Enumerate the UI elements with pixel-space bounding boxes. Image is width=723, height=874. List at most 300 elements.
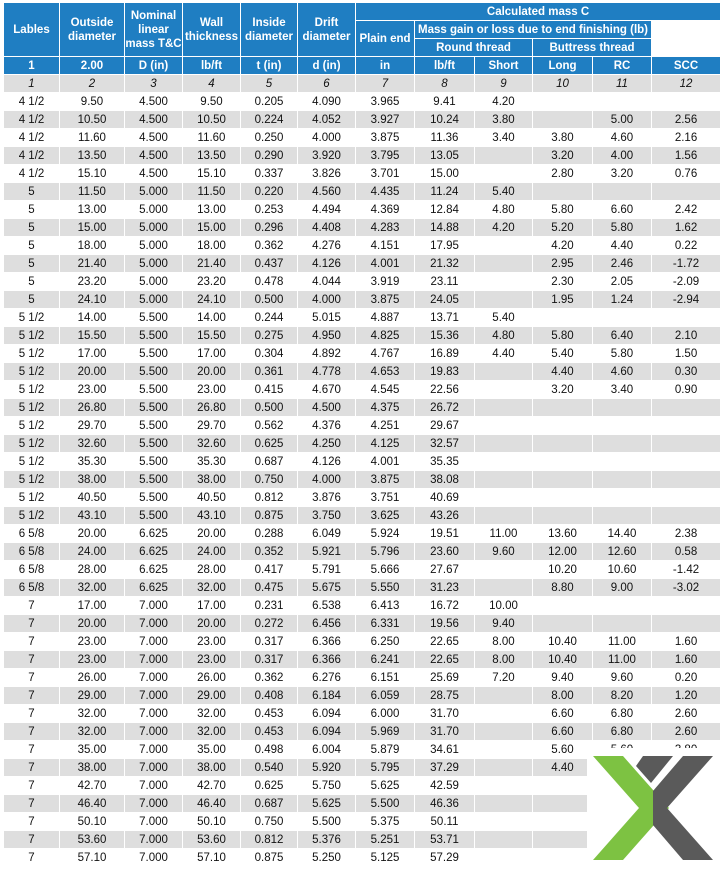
table-cell: 2.80 bbox=[533, 165, 593, 183]
table-cell: 5.920 bbox=[298, 759, 356, 777]
table-cell: 4.000 bbox=[298, 291, 356, 309]
table-cell: 32.60 bbox=[60, 435, 125, 453]
table-cell: 3.919 bbox=[356, 273, 415, 291]
table-cell bbox=[533, 183, 593, 201]
table-cell: 5 1/2 bbox=[4, 345, 60, 363]
table-cell: 10.40 bbox=[533, 633, 593, 651]
table-cell: 15.00 bbox=[183, 219, 241, 237]
table-cell: 15.00 bbox=[60, 219, 125, 237]
table-cell: 11.00 bbox=[475, 525, 533, 543]
table-cell: 5.000 bbox=[125, 183, 183, 201]
table-cell: 9.41 bbox=[415, 93, 475, 111]
table-cell: 2.10 bbox=[652, 327, 721, 345]
column-number: 9 bbox=[475, 75, 533, 93]
table-cell: 5.879 bbox=[356, 741, 415, 759]
header-calculated-mass: Calculated mass C bbox=[356, 3, 721, 21]
table-cell: 5.251 bbox=[356, 831, 415, 849]
table-cell: 6.276 bbox=[298, 669, 356, 687]
table-row bbox=[4, 597, 721, 615]
table-cell: 5.500 bbox=[125, 435, 183, 453]
table-cell: 17.95 bbox=[415, 237, 475, 255]
table-cell: 16.72 bbox=[415, 597, 475, 615]
table-cell: 9.40 bbox=[533, 669, 593, 687]
x-logo-icon bbox=[587, 748, 720, 869]
table-cell: 0.244 bbox=[241, 309, 298, 327]
table-row bbox=[4, 471, 721, 489]
table-cell bbox=[533, 489, 593, 507]
table-cell bbox=[533, 831, 593, 849]
table-cell: 32.00 bbox=[183, 579, 241, 597]
table-cell: 7 bbox=[4, 597, 60, 615]
table-cell: 38.08 bbox=[415, 471, 475, 489]
table-cell: 13.05 bbox=[415, 147, 475, 165]
table-cell: 6.625 bbox=[125, 561, 183, 579]
table-cell: 4.000 bbox=[298, 471, 356, 489]
header-drift-diameter: Drift diameter bbox=[298, 3, 356, 57]
table-row bbox=[4, 705, 721, 723]
table-cell: 6 5/8 bbox=[4, 579, 60, 597]
table-cell: 7 bbox=[4, 669, 60, 687]
table-cell: 43.10 bbox=[60, 507, 125, 525]
table-cell: 8.80 bbox=[533, 579, 593, 597]
column-number-row bbox=[4, 75, 721, 93]
table-cell: 6.000 bbox=[356, 705, 415, 723]
table-cell: 2.60 bbox=[652, 723, 721, 741]
table-cell: 1.62 bbox=[652, 219, 721, 237]
table-row bbox=[4, 291, 721, 309]
table-cell: 6.184 bbox=[298, 687, 356, 705]
table-cell: 6.40 bbox=[593, 327, 652, 345]
table-cell: 23.20 bbox=[183, 273, 241, 291]
table-row bbox=[4, 93, 721, 111]
table-cell: 9.00 bbox=[593, 579, 652, 597]
table-cell: 20.00 bbox=[60, 615, 125, 633]
table-cell: 21.32 bbox=[415, 255, 475, 273]
table-cell: 4.545 bbox=[356, 381, 415, 399]
table-cell: 10.50 bbox=[60, 111, 125, 129]
table-cell: 20.00 bbox=[183, 525, 241, 543]
table-cell: 6.413 bbox=[356, 597, 415, 615]
table-cell: 13.60 bbox=[533, 525, 593, 543]
table-cell: 7.000 bbox=[125, 633, 183, 651]
table-cell: 0.30 bbox=[652, 363, 721, 381]
table-cell: 0.812 bbox=[241, 489, 298, 507]
table-cell bbox=[475, 561, 533, 579]
table-cell: 5.750 bbox=[298, 777, 356, 795]
table-cell: 6.60 bbox=[593, 201, 652, 219]
table-cell: 35.00 bbox=[60, 741, 125, 759]
table-cell: 0.475 bbox=[241, 579, 298, 597]
table-cell: 3.875 bbox=[356, 471, 415, 489]
table-cell: 13.00 bbox=[60, 201, 125, 219]
table-cell bbox=[652, 471, 721, 489]
table-cell: 5 1/2 bbox=[4, 363, 60, 381]
table-cell: 5 1/2 bbox=[4, 417, 60, 435]
table-row bbox=[4, 345, 721, 363]
table-cell: 25.69 bbox=[415, 669, 475, 687]
table-cell bbox=[593, 309, 652, 327]
table-cell: 4.40 bbox=[533, 759, 593, 777]
table-row bbox=[4, 507, 721, 525]
table-cell: 9.40 bbox=[475, 615, 533, 633]
table-cell: 4.40 bbox=[475, 345, 533, 363]
table-cell: 43.26 bbox=[415, 507, 475, 525]
table-cell: 4.500 bbox=[125, 165, 183, 183]
table-cell: 26.72 bbox=[415, 399, 475, 417]
table-cell: 22.56 bbox=[415, 381, 475, 399]
table-cell: 11.60 bbox=[60, 129, 125, 147]
table-cell: 32.60 bbox=[183, 435, 241, 453]
table-cell: 26.80 bbox=[60, 399, 125, 417]
table-row bbox=[4, 561, 721, 579]
table-cell bbox=[533, 597, 593, 615]
table-cell: 3.701 bbox=[356, 165, 415, 183]
table-cell: 1.60 bbox=[652, 651, 721, 669]
table-cell: 0.453 bbox=[241, 723, 298, 741]
table-cell: 8.00 bbox=[533, 687, 593, 705]
table-cell: 11.24 bbox=[415, 183, 475, 201]
table-cell: 0.22 bbox=[652, 237, 721, 255]
table-cell: 23.00 bbox=[60, 381, 125, 399]
table-cell: 6.049 bbox=[298, 525, 356, 543]
table-cell: 5.000 bbox=[125, 255, 183, 273]
table-cell bbox=[475, 273, 533, 291]
table-cell: 23.20 bbox=[60, 273, 125, 291]
table-cell: 6.059 bbox=[356, 687, 415, 705]
table-cell: 7.000 bbox=[125, 849, 183, 867]
table-cell: 4.052 bbox=[298, 111, 356, 129]
table-cell: 50.10 bbox=[183, 813, 241, 831]
table-cell: 11.50 bbox=[183, 183, 241, 201]
table-row bbox=[4, 111, 721, 129]
table-cell: 29.00 bbox=[60, 687, 125, 705]
header-short: Short bbox=[475, 57, 533, 75]
table-cell bbox=[593, 183, 652, 201]
table-cell: 0.687 bbox=[241, 453, 298, 471]
table-cell: 3.876 bbox=[298, 489, 356, 507]
table-cell: 6 5/8 bbox=[4, 561, 60, 579]
table-cell: 0.812 bbox=[241, 831, 298, 849]
column-number: 2 bbox=[60, 75, 125, 93]
table-cell: 7 bbox=[4, 741, 60, 759]
table-cell: 5 bbox=[4, 273, 60, 291]
table-cell bbox=[475, 417, 533, 435]
table-cell: 12.84 bbox=[415, 201, 475, 219]
table-cell: 5.500 bbox=[356, 795, 415, 813]
table-cell: 3.20 bbox=[533, 381, 593, 399]
table-cell: -2.94 bbox=[652, 291, 721, 309]
table-cell: 10.24 bbox=[415, 111, 475, 129]
table-cell: 5.675 bbox=[298, 579, 356, 597]
table-cell: 28.00 bbox=[183, 561, 241, 579]
table-cell: 32.00 bbox=[60, 579, 125, 597]
table-cell: 0.478 bbox=[241, 273, 298, 291]
table-cell bbox=[533, 849, 593, 867]
table-row bbox=[4, 399, 721, 417]
table-cell bbox=[475, 813, 533, 831]
table-cell: 5 bbox=[4, 219, 60, 237]
table-cell bbox=[475, 147, 533, 165]
table-cell: 42.70 bbox=[183, 777, 241, 795]
table-cell: 5.000 bbox=[125, 219, 183, 237]
table-cell: 3.750 bbox=[298, 507, 356, 525]
table-cell: 4.500 bbox=[125, 129, 183, 147]
table-cell: 6.250 bbox=[356, 633, 415, 651]
table-cell: 6.625 bbox=[125, 525, 183, 543]
table-cell: 20.00 bbox=[60, 363, 125, 381]
table-cell: 5.796 bbox=[356, 543, 415, 561]
table-cell: 6 5/8 bbox=[4, 525, 60, 543]
table-cell: 5.40 bbox=[475, 183, 533, 201]
table-cell: 5 bbox=[4, 237, 60, 255]
table-cell: 6.60 bbox=[533, 705, 593, 723]
table-row bbox=[4, 327, 721, 345]
table-cell bbox=[652, 399, 721, 417]
table-cell: 7.000 bbox=[125, 741, 183, 759]
table-cell: 6.094 bbox=[298, 705, 356, 723]
table-cell: 35.30 bbox=[183, 453, 241, 471]
table-cell: 4.60 bbox=[593, 363, 652, 381]
table-cell: 0.498 bbox=[241, 741, 298, 759]
header-wall-thickness: Wall thickness bbox=[183, 3, 241, 57]
table-cell bbox=[593, 489, 652, 507]
table-cell: 21.40 bbox=[60, 255, 125, 273]
table-row bbox=[4, 219, 721, 237]
table-cell: 6.366 bbox=[298, 633, 356, 651]
table-cell: 5.500 bbox=[125, 399, 183, 417]
table-cell bbox=[652, 183, 721, 201]
table-cell: 5 bbox=[4, 291, 60, 309]
table-cell: 5.795 bbox=[356, 759, 415, 777]
table-cell: 4.00 bbox=[593, 147, 652, 165]
table-cell: 0.224 bbox=[241, 111, 298, 129]
table-cell: 10.60 bbox=[593, 561, 652, 579]
table-cell: 4.126 bbox=[298, 453, 356, 471]
table-row bbox=[4, 183, 721, 201]
table-cell: 19.83 bbox=[415, 363, 475, 381]
table-cell: 4.825 bbox=[356, 327, 415, 345]
unit-cell: D (in) bbox=[125, 57, 183, 75]
table-cell: 6.151 bbox=[356, 669, 415, 687]
table-cell bbox=[533, 435, 593, 453]
table-row bbox=[4, 435, 721, 453]
table-cell: 4.500 bbox=[125, 111, 183, 129]
header-scc: SCC bbox=[652, 57, 721, 75]
table-cell bbox=[475, 165, 533, 183]
table-cell: 5.250 bbox=[298, 849, 356, 867]
table-cell bbox=[475, 489, 533, 507]
table-cell bbox=[475, 741, 533, 759]
table-cell: -2.09 bbox=[652, 273, 721, 291]
unit-cell: lb/ft bbox=[183, 57, 241, 75]
column-number: 3 bbox=[125, 75, 183, 93]
table-cell: 0.750 bbox=[241, 471, 298, 489]
table-cell: 50.11 bbox=[415, 813, 475, 831]
table-cell: 3.80 bbox=[475, 111, 533, 129]
table-cell: 5.500 bbox=[125, 327, 183, 345]
table-cell: 12.60 bbox=[593, 543, 652, 561]
table-cell: 5.500 bbox=[125, 453, 183, 471]
table-cell bbox=[533, 795, 593, 813]
table-cell: 14.40 bbox=[593, 525, 652, 543]
table-cell: 4.653 bbox=[356, 363, 415, 381]
table-cell: 0.362 bbox=[241, 669, 298, 687]
table-cell: 50.10 bbox=[60, 813, 125, 831]
table-row bbox=[4, 633, 721, 651]
table-cell bbox=[593, 399, 652, 417]
header-long: Long bbox=[533, 57, 593, 75]
table-cell: 7 bbox=[4, 849, 60, 867]
table-cell bbox=[533, 309, 593, 327]
table-cell: 2.95 bbox=[533, 255, 593, 273]
unit-cell: t (in) bbox=[241, 57, 298, 75]
table-cell: -1.42 bbox=[652, 561, 721, 579]
table-cell: 4.250 bbox=[298, 435, 356, 453]
unit-cell: d (in) bbox=[298, 57, 356, 75]
table-cell bbox=[475, 363, 533, 381]
table-cell: 0.875 bbox=[241, 849, 298, 867]
table-cell: 31.70 bbox=[415, 705, 475, 723]
table-cell: 5.375 bbox=[356, 813, 415, 831]
table-cell: 4.376 bbox=[298, 417, 356, 435]
table-cell bbox=[475, 237, 533, 255]
table-cell: 7.000 bbox=[125, 813, 183, 831]
table-cell: 3.826 bbox=[298, 165, 356, 183]
table-cell: 9.50 bbox=[183, 93, 241, 111]
table-cell: 42.70 bbox=[60, 777, 125, 795]
table-cell: 42.59 bbox=[415, 777, 475, 795]
table-row bbox=[4, 615, 721, 633]
table-cell: 4.408 bbox=[298, 219, 356, 237]
table-cell bbox=[652, 489, 721, 507]
table-cell: 5.921 bbox=[298, 543, 356, 561]
table-cell: 7.000 bbox=[125, 651, 183, 669]
table-cell: 5 1/2 bbox=[4, 399, 60, 417]
table-cell: 9.60 bbox=[593, 669, 652, 687]
table-cell: 4.000 bbox=[298, 129, 356, 147]
table-cell: 5.969 bbox=[356, 723, 415, 741]
table-cell: 32.00 bbox=[60, 723, 125, 741]
table-cell bbox=[475, 435, 533, 453]
table-cell: 5.40 bbox=[475, 309, 533, 327]
table-cell: 0.205 bbox=[241, 93, 298, 111]
table-cell: 4.283 bbox=[356, 219, 415, 237]
table-cell bbox=[475, 255, 533, 273]
table-cell: 0.687 bbox=[241, 795, 298, 813]
table-cell: 24.00 bbox=[60, 543, 125, 561]
table-cell: 5.80 bbox=[533, 327, 593, 345]
table-cell: 2.16 bbox=[652, 129, 721, 147]
table-cell: 4.778 bbox=[298, 363, 356, 381]
table-cell: 4 1/2 bbox=[4, 165, 60, 183]
column-number: 7 bbox=[356, 75, 415, 93]
table-cell bbox=[652, 453, 721, 471]
table-cell: 5 1/2 bbox=[4, 489, 60, 507]
table-cell: 5.550 bbox=[356, 579, 415, 597]
table-cell: 0.250 bbox=[241, 129, 298, 147]
column-number: 4 bbox=[183, 75, 241, 93]
table-cell bbox=[652, 93, 721, 111]
table-cell bbox=[475, 723, 533, 741]
table-cell: 13.50 bbox=[183, 147, 241, 165]
table-cell: 3.40 bbox=[475, 129, 533, 147]
table-cell: 5 bbox=[4, 183, 60, 201]
table-cell: 57.29 bbox=[415, 849, 475, 867]
table-cell: 7 bbox=[4, 651, 60, 669]
table-cell: 1.60 bbox=[652, 633, 721, 651]
table-cell: 7.000 bbox=[125, 759, 183, 777]
header-inside-diameter: Inside diameter bbox=[241, 3, 298, 57]
table-cell: 0.58 bbox=[652, 543, 721, 561]
table-cell: 5.500 bbox=[125, 471, 183, 489]
table-cell: 5.80 bbox=[593, 345, 652, 363]
header-outside-diameter: Outside diameter bbox=[60, 3, 125, 57]
table-row bbox=[4, 651, 721, 669]
table-cell: 0.275 bbox=[241, 327, 298, 345]
table-cell: 12.00 bbox=[533, 543, 593, 561]
table-cell: 4.435 bbox=[356, 183, 415, 201]
table-row bbox=[4, 309, 721, 327]
table-row bbox=[4, 273, 721, 291]
table-cell: 7.000 bbox=[125, 669, 183, 687]
table-cell: 23.60 bbox=[415, 543, 475, 561]
table-cell: 7.000 bbox=[125, 723, 183, 741]
unit-cell: 1 bbox=[4, 57, 60, 75]
table-cell: 57.10 bbox=[183, 849, 241, 867]
table-cell: 11.60 bbox=[183, 129, 241, 147]
table-cell: 6.625 bbox=[125, 579, 183, 597]
table-cell: 7 bbox=[4, 795, 60, 813]
table-cell: 7.000 bbox=[125, 795, 183, 813]
table-cell: 5.40 bbox=[533, 345, 593, 363]
table-row bbox=[4, 489, 721, 507]
table-cell: 0.625 bbox=[241, 435, 298, 453]
table-cell bbox=[475, 471, 533, 489]
table-cell: 29.67 bbox=[415, 417, 475, 435]
table-cell: 5.500 bbox=[125, 489, 183, 507]
table-cell: 7 bbox=[4, 723, 60, 741]
table-cell: 3.875 bbox=[356, 291, 415, 309]
table-cell: 5.80 bbox=[533, 201, 593, 219]
table-cell bbox=[533, 813, 593, 831]
table-row bbox=[4, 723, 721, 741]
table-cell: 15.50 bbox=[60, 327, 125, 345]
table-cell: 7.000 bbox=[125, 597, 183, 615]
table-cell: 5.625 bbox=[298, 795, 356, 813]
table-cell: 7.000 bbox=[125, 687, 183, 705]
table-cell: 0.296 bbox=[241, 219, 298, 237]
table-cell: 4 1/2 bbox=[4, 147, 60, 165]
units-row bbox=[4, 57, 721, 75]
table-cell: 7 bbox=[4, 633, 60, 651]
header-mass-gain: Mass gain or loss due to end finishing (lb) bbox=[415, 21, 652, 39]
table-cell: 3.927 bbox=[356, 111, 415, 129]
table-cell bbox=[652, 435, 721, 453]
table-cell: 4.500 bbox=[298, 399, 356, 417]
column-number: 11 bbox=[593, 75, 652, 93]
table-cell: 4.151 bbox=[356, 237, 415, 255]
table-cell: 17.00 bbox=[60, 345, 125, 363]
table-row bbox=[4, 543, 721, 561]
table-cell: 0.500 bbox=[241, 291, 298, 309]
table-cell: 5.000 bbox=[125, 237, 183, 255]
table-cell: 3.965 bbox=[356, 93, 415, 111]
table-cell: 15.10 bbox=[60, 165, 125, 183]
table-cell: 5.125 bbox=[356, 849, 415, 867]
table-cell: 40.50 bbox=[183, 489, 241, 507]
table-cell bbox=[593, 93, 652, 111]
table-cell: 6.538 bbox=[298, 597, 356, 615]
